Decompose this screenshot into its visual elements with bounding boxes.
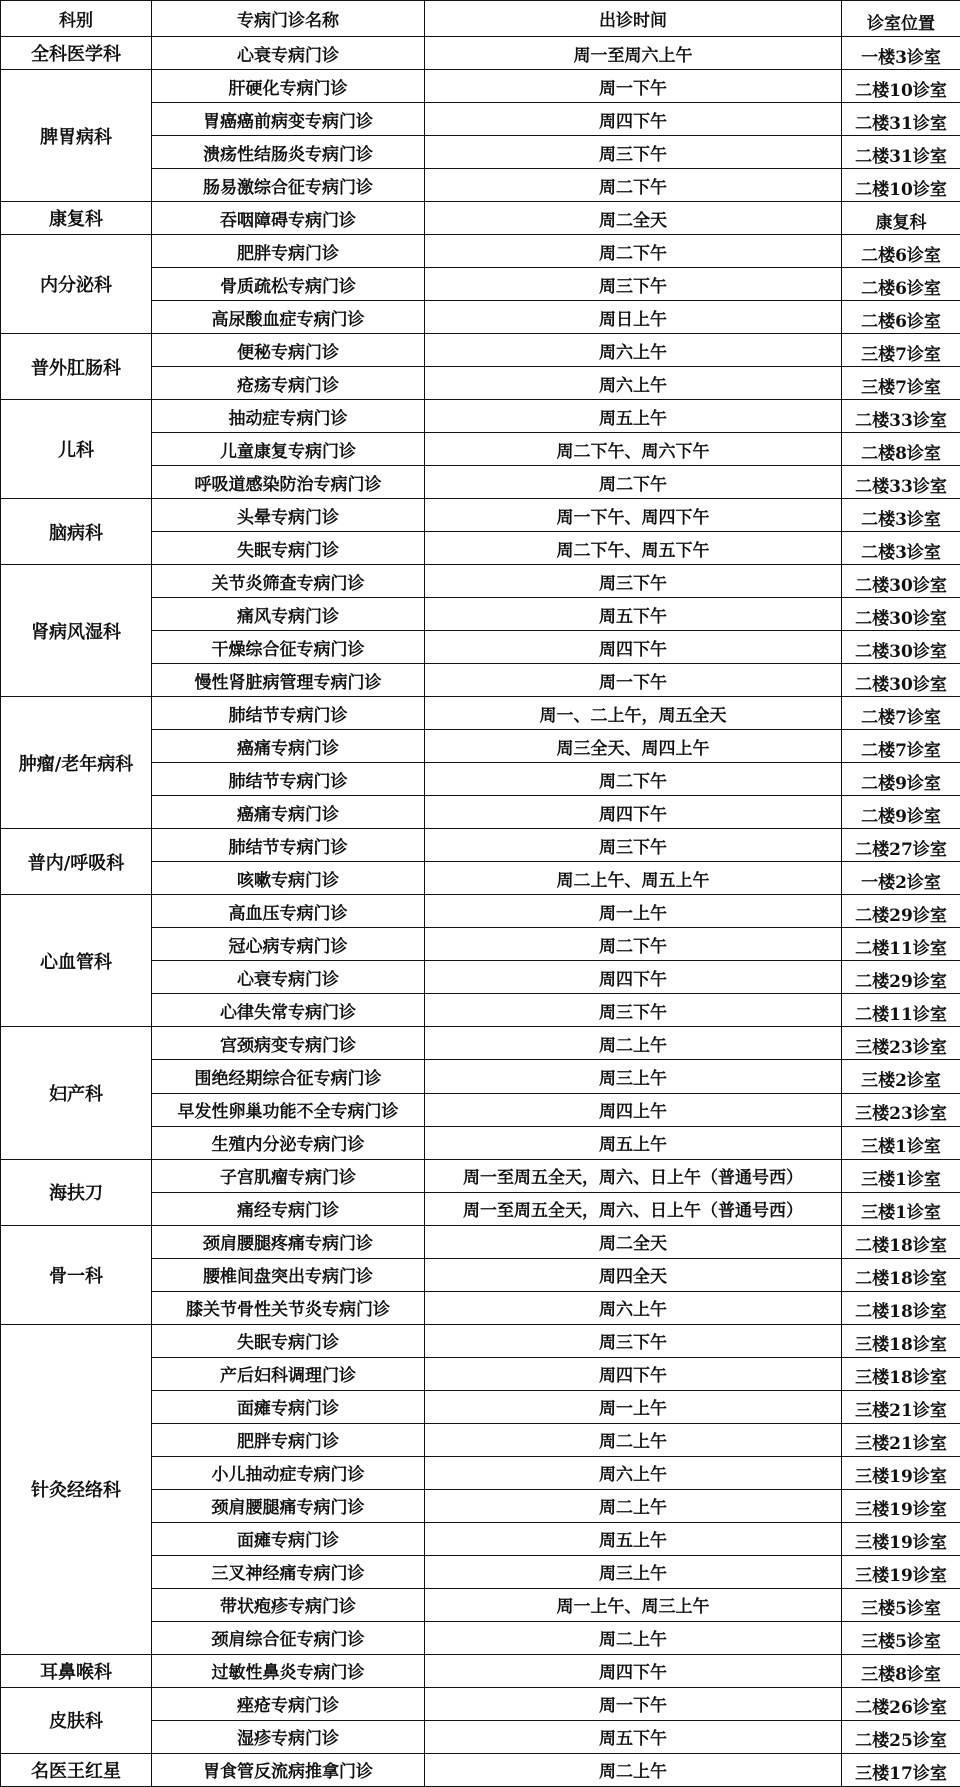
clinic-name: 冠心病专病门诊 — [152, 928, 425, 961]
clinic-name: 痛风专病门诊 — [152, 598, 425, 631]
clinic-time: 周二下午 — [425, 928, 842, 961]
clinic-location: 二楼25诊室 — [842, 1720, 960, 1753]
clinic-name: 疮疡专病门诊 — [152, 367, 425, 400]
clinic-location: 二楼33诊室 — [842, 466, 960, 499]
clinic-location: 三楼23诊室 — [842, 1093, 960, 1126]
clinic-name: 肥胖专病门诊 — [152, 1423, 425, 1456]
clinic-location: 二楼10诊室 — [842, 70, 960, 103]
clinic-location: 二楼10诊室 — [842, 169, 960, 202]
clinic-location: 二楼26诊室 — [842, 1687, 960, 1720]
clinic-time: 周三下午 — [425, 565, 842, 598]
department-name: 内分泌科 — [1, 235, 152, 334]
clinic-name: 颈肩腰腿疼痛专病门诊 — [152, 1225, 425, 1258]
clinic-location: 三楼18诊室 — [842, 1324, 960, 1357]
clinic-name: 过敏性鼻炎专病门诊 — [152, 1654, 425, 1687]
clinic-time: 周二下午 — [425, 235, 842, 268]
table-row — [1, 235, 960, 268]
clinic-time: 周一下午 — [425, 664, 842, 697]
clinic-name: 肺结节专病门诊 — [152, 697, 425, 730]
clinic-time: 周一上午、周三上午 — [425, 1588, 842, 1621]
clinic-name: 早发性卵巢功能不全专病门诊 — [152, 1093, 425, 1126]
clinic-time: 周三下午 — [425, 268, 842, 301]
clinic-time: 周四全天 — [425, 1258, 842, 1291]
clinic-location: 康复科 — [842, 202, 960, 235]
department-name: 全科医学科 — [1, 37, 152, 70]
clinic-time: 周五上午 — [425, 1126, 842, 1159]
clinic-time: 周一至周五全天，周六、日上午（普通号西） — [425, 1159, 842, 1192]
table-row — [1, 565, 960, 598]
clinic-location: 三楼5诊室 — [842, 1588, 960, 1621]
clinic-location: 二楼30诊室 — [842, 664, 960, 697]
clinic-name: 心衰专病门诊 — [152, 961, 425, 994]
clinic-location: 二楼29诊室 — [842, 895, 960, 928]
header-clinic: 专病门诊名称 — [152, 1, 425, 37]
clinic-name: 膝关节骨性关节炎专病门诊 — [152, 1291, 425, 1324]
clinic-location: 二楼29诊室 — [842, 961, 960, 994]
table-row — [1, 1159, 960, 1192]
clinic-location: 二楼18诊室 — [842, 1291, 960, 1324]
clinic-location: 二楼7诊室 — [842, 730, 960, 763]
clinic-time: 周三全天、周四上午 — [425, 730, 842, 763]
clinic-name: 癌痛专病门诊 — [152, 796, 425, 829]
clinic-location: 二楼30诊室 — [842, 631, 960, 664]
table-row — [1, 1654, 960, 1687]
clinic-name: 关节炎筛查专病门诊 — [152, 565, 425, 598]
clinic-name: 肺结节专病门诊 — [152, 763, 425, 796]
clinic-time: 周三下午 — [425, 1324, 842, 1357]
clinic-time: 周二下午、周五下午 — [425, 532, 842, 565]
clinic-location: 二楼6诊室 — [842, 301, 960, 334]
clinic-name: 颈肩综合征专病门诊 — [152, 1621, 425, 1654]
clinic-location: 二楼31诊室 — [842, 136, 960, 169]
clinic-time: 周五下午 — [425, 1720, 842, 1753]
clinic-time: 周二上午 — [425, 1489, 842, 1522]
clinic-name: 抽动症专病门诊 — [152, 400, 425, 433]
department-name: 妇产科 — [1, 1027, 152, 1159]
clinic-time: 周二上午 — [425, 1027, 842, 1060]
clinic-name: 面瘫专病门诊 — [152, 1522, 425, 1555]
clinic-time: 周六上午 — [425, 1456, 842, 1489]
clinic-location: 二楼8诊室 — [842, 433, 960, 466]
clinic-name: 产后妇科调理门诊 — [152, 1357, 425, 1390]
clinic-time: 周二下午 — [425, 763, 842, 796]
clinic-location: 三楼7诊室 — [842, 334, 960, 367]
table-row — [1, 1225, 960, 1258]
clinic-name: 咳嗽专病门诊 — [152, 862, 425, 895]
department-name: 普外肛肠科 — [1, 334, 152, 400]
clinic-location: 三楼1诊室 — [842, 1159, 960, 1192]
clinic-name: 肠易激综合征专病门诊 — [152, 169, 425, 202]
clinic-name: 干燥综合征专病门诊 — [152, 631, 425, 664]
clinic-time: 周二下午、周六下午 — [425, 433, 842, 466]
clinic-name: 吞咽障碍专病门诊 — [152, 202, 425, 235]
clinic-location: 三楼8诊室 — [842, 1654, 960, 1687]
clinic-name: 失眠专病门诊 — [152, 532, 425, 565]
department-name: 针灸经络科 — [1, 1324, 152, 1654]
clinic-name: 围绝经期综合征专病门诊 — [152, 1060, 425, 1093]
clinic-name: 小儿抽动症专病门诊 — [152, 1456, 425, 1489]
clinic-name: 子宫肌瘤专病门诊 — [152, 1159, 425, 1192]
table-row — [1, 895, 960, 928]
clinic-location: 三楼19诊室 — [842, 1555, 960, 1588]
clinic-location: 二楼11诊室 — [842, 928, 960, 961]
table-row — [1, 829, 960, 862]
clinic-location: 二楼6诊室 — [842, 235, 960, 268]
clinic-time: 周三上午 — [425, 1555, 842, 1588]
clinic-name: 便秘专病门诊 — [152, 334, 425, 367]
department-name: 名医王红星 — [1, 1753, 152, 1786]
clinic-location: 二楼9诊室 — [842, 796, 960, 829]
clinic-name: 高尿酸血症专病门诊 — [152, 301, 425, 334]
clinic-name: 肝硬化专病门诊 — [152, 70, 425, 103]
clinic-location: 三楼18诊室 — [842, 1357, 960, 1390]
clinic-time: 周四下午 — [425, 796, 842, 829]
clinic-time: 周二上午 — [425, 1753, 842, 1786]
clinic-name: 肥胖专病门诊 — [152, 235, 425, 268]
clinic-time: 周一上午 — [425, 1390, 842, 1423]
table-row — [1, 1753, 960, 1786]
clinic-time: 周三上午 — [425, 1060, 842, 1093]
clinic-time: 周四上午 — [425, 1093, 842, 1126]
clinic-name: 肺结节专病门诊 — [152, 829, 425, 862]
clinic-location: 二楼9诊室 — [842, 763, 960, 796]
clinic-location: 三楼19诊室 — [842, 1522, 960, 1555]
clinic-time: 周二上午 — [425, 1621, 842, 1654]
clinic-name: 癌痛专病门诊 — [152, 730, 425, 763]
clinic-time: 周二全天 — [425, 1225, 842, 1258]
clinic-location: 二楼11诊室 — [842, 994, 960, 1027]
clinic-location: 三楼19诊室 — [842, 1489, 960, 1522]
clinic-name: 失眠专病门诊 — [152, 1324, 425, 1357]
header-time: 出诊时间 — [425, 1, 842, 37]
department-name: 儿科 — [1, 400, 152, 499]
clinic-time: 周一下午、周四下午 — [425, 499, 842, 532]
clinic-time: 周五上午 — [425, 400, 842, 433]
department-name: 耳鼻喉科 — [1, 1654, 152, 1687]
clinic-location: 三楼2诊室 — [842, 1060, 960, 1093]
header-row — [1, 1, 960, 37]
department-name: 肾病风湿科 — [1, 565, 152, 697]
clinic-location: 三楼21诊室 — [842, 1390, 960, 1423]
clinic-location: 三楼19诊室 — [842, 1456, 960, 1489]
clinic-location: 二楼3诊室 — [842, 532, 960, 565]
clinic-time: 周一下午 — [425, 70, 842, 103]
clinic-time: 周五上午 — [425, 1522, 842, 1555]
clinic-location: 三楼1诊室 — [842, 1192, 960, 1225]
clinic-name: 呼吸道感染防治专病门诊 — [152, 466, 425, 499]
department-name: 心血管科 — [1, 895, 152, 1027]
clinic-time: 周四下午 — [425, 631, 842, 664]
clinic-name: 颈肩腰腿痛专病门诊 — [152, 1489, 425, 1522]
clinic-name: 生殖内分泌专病门诊 — [152, 1126, 425, 1159]
clinic-location: 二楼6诊室 — [842, 268, 960, 301]
header-dept: 科别 — [1, 1, 152, 37]
clinic-time: 周四下午 — [425, 103, 842, 136]
clinic-location: 一楼2诊室 — [842, 862, 960, 895]
clinic-name: 面瘫专病门诊 — [152, 1390, 425, 1423]
clinic-name: 湿疹专病门诊 — [152, 1720, 425, 1753]
clinic-name: 痛经专病门诊 — [152, 1192, 425, 1225]
clinic-time: 周四下午 — [425, 961, 842, 994]
table-row — [1, 37, 960, 70]
department-name: 肿瘤/老年病科 — [1, 697, 152, 829]
clinic-time: 周六上午 — [425, 367, 842, 400]
clinic-time: 周六上午 — [425, 334, 842, 367]
clinic-name: 高血压专病门诊 — [152, 895, 425, 928]
clinic-time: 周四下午 — [425, 1654, 842, 1687]
department-name: 皮肤科 — [1, 1687, 152, 1753]
department-name: 普内/呼吸科 — [1, 829, 152, 895]
clinic-name: 胃食管反流病推拿门诊 — [152, 1753, 425, 1786]
clinic-name: 心律失常专病门诊 — [152, 994, 425, 1027]
clinic-time: 周五下午 — [425, 598, 842, 631]
clinic-name: 儿童康复专病门诊 — [152, 433, 425, 466]
clinic-time: 周四下午 — [425, 1357, 842, 1390]
clinic-location: 三楼23诊室 — [842, 1027, 960, 1060]
clinic-time: 周一至周五全天，周六、日上午（普通号西） — [425, 1192, 842, 1225]
clinic-location: 二楼30诊室 — [842, 565, 960, 598]
clinic-location: 二楼18诊室 — [842, 1225, 960, 1258]
clinic-location: 二楼33诊室 — [842, 400, 960, 433]
clinic-name: 三叉神经痛专病门诊 — [152, 1555, 425, 1588]
table-row — [1, 697, 960, 730]
table-row — [1, 334, 960, 367]
table-row — [1, 1027, 960, 1060]
clinic-time: 周二上午 — [425, 1423, 842, 1456]
department-name: 骨一科 — [1, 1225, 152, 1324]
clinic-location: 二楼18诊室 — [842, 1258, 960, 1291]
clinic-name: 慢性肾脏病管理专病门诊 — [152, 664, 425, 697]
clinic-time: 周一下午 — [425, 1687, 842, 1720]
clinic-time: 周一至周六上午 — [425, 37, 842, 70]
clinic-name: 痤疮专病门诊 — [152, 1687, 425, 1720]
clinic-name: 胃癌癌前病变专病门诊 — [152, 103, 425, 136]
clinic-time: 周二全天 — [425, 202, 842, 235]
clinic-location: 三楼5诊室 — [842, 1621, 960, 1654]
department-name: 脾胃病科 — [1, 70, 152, 202]
table-row — [1, 400, 960, 433]
clinic-time: 周三下午 — [425, 136, 842, 169]
clinic-name: 腰椎间盘突出专病门诊 — [152, 1258, 425, 1291]
clinic-name: 带状疱疹专病门诊 — [152, 1588, 425, 1621]
clinic-location: 二楼3诊室 — [842, 499, 960, 532]
clinic-time: 周二上午、周五上午 — [425, 862, 842, 895]
clinic-name: 骨质疏松专病门诊 — [152, 268, 425, 301]
table-row — [1, 202, 960, 235]
clinic-location: 三楼7诊室 — [842, 367, 960, 400]
schedule-body — [1, 37, 960, 1787]
clinic-location: 一楼3诊室 — [842, 37, 960, 70]
table-row — [1, 1687, 960, 1720]
table-row — [1, 1324, 960, 1357]
table-row — [1, 70, 960, 103]
clinic-location: 二楼30诊室 — [842, 598, 960, 631]
clinic-time: 周一、二上午，周五全天 — [425, 697, 842, 730]
clinic-time: 周三下午 — [425, 829, 842, 862]
table-row — [1, 499, 960, 532]
clinic-time: 周二下午 — [425, 169, 842, 202]
clinic-location: 三楼21诊室 — [842, 1423, 960, 1456]
clinic-name: 宫颈病变专病门诊 — [152, 1027, 425, 1060]
clinic-location: 三楼17诊室 — [842, 1753, 960, 1786]
clinic-time: 周二下午 — [425, 466, 842, 499]
department-name: 海扶刀 — [1, 1159, 152, 1225]
clinic-location: 二楼31诊室 — [842, 103, 960, 136]
department-name: 康复科 — [1, 202, 152, 235]
clinic-name: 心衰专病门诊 — [152, 37, 425, 70]
clinic-name: 溃疡性结肠炎专病门诊 — [152, 136, 425, 169]
department-name: 脑病科 — [1, 499, 152, 565]
clinic-name: 头晕专病门诊 — [152, 499, 425, 532]
header-location: 诊室位置 — [842, 1, 960, 37]
clinic-location: 二楼7诊室 — [842, 697, 960, 730]
clinic-time: 周三下午 — [425, 994, 842, 1027]
clinic-time: 周日上午 — [425, 301, 842, 334]
clinic-location: 二楼27诊室 — [842, 829, 960, 862]
clinic-time: 周六上午 — [425, 1291, 842, 1324]
clinic-location: 三楼1诊室 — [842, 1126, 960, 1159]
clinic-time: 周一上午 — [425, 895, 842, 928]
